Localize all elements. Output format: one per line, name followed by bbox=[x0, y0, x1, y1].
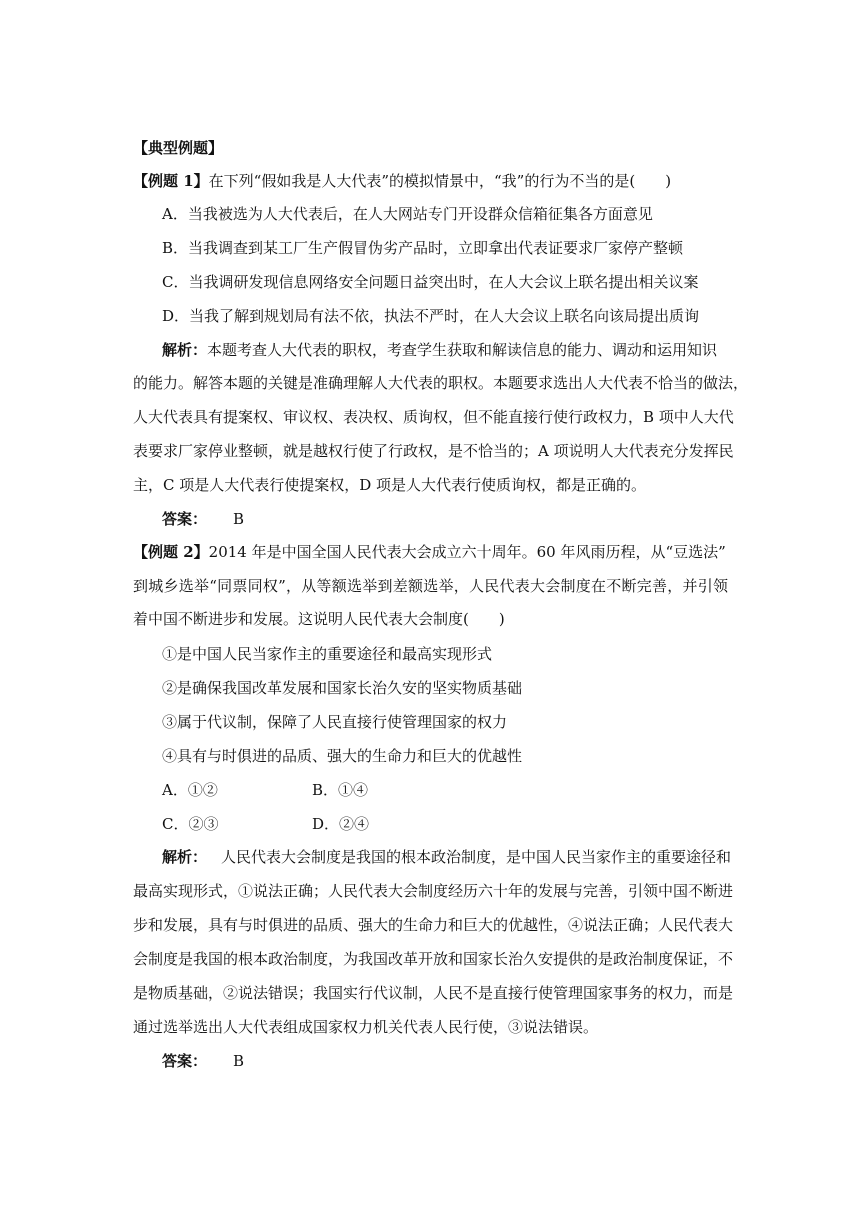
example2-analysis-line-6: 通过选举选出人大代表组成国家权力机关代表人民行使，③说法错误。 bbox=[133, 1018, 599, 1036]
example2-statement-3: ③属于代议制，保障了人民直接行使管理国家的权力 bbox=[162, 713, 508, 731]
example1-analysis-line-4: 表要求厂家停业整顿，就是越权行使了行政权，是不恰当的；A 项说明人大代表充分发挥民 bbox=[133, 442, 734, 460]
example2-statement-4: ④具有与时俱进的品质、强大的生命力和巨大的优越性 bbox=[162, 747, 523, 765]
example2-question-line-1 bbox=[133, 541, 726, 563]
example1-option-b: B．当我调查到某工厂生产假冒伪劣产品时，立即拿出代表证要求厂家停产整顿 bbox=[162, 239, 684, 257]
example1-question: 在下列“假如我是人大代表”的模拟情景中，“我”的行为不当的是( ) bbox=[208, 172, 672, 190]
example1-answer-label: 答案： bbox=[162, 510, 208, 528]
example1-analysis-text-1: 本题考查人大代表的职权，考查学生获取和解读信息的能力、调动和运用知识 bbox=[207, 341, 718, 359]
example2-analysis-line-1 bbox=[162, 846, 731, 868]
example2-question-line-3: 着中国不断进步和发展。这说明人民代表大会制度( ) bbox=[133, 610, 505, 628]
example2-answer bbox=[162, 1050, 244, 1072]
example2-analysis-text-1: 人民代表大会制度是我国的根本政治制度，是中国人民当家作主的重要途径和 bbox=[221, 848, 732, 866]
example2-statement-1: ①是中国人民当家作主的重要途径和最高实现形式 bbox=[162, 645, 493, 663]
example2-option-d: D．②④ bbox=[312, 815, 370, 833]
example1-option-a: A．当我被选为人大代表后，在人大网站专门开设群众信箱征集各方面意见 bbox=[162, 205, 653, 223]
example2-option-b: B．①④ bbox=[312, 781, 369, 799]
example2-analysis-line-2: 最高实现形式，①说法正确；人民代表大会制度经历六十年的发展与完善，引领中国不断进 bbox=[133, 882, 734, 900]
example2-answer-label: 答案： bbox=[162, 1052, 208, 1070]
example1-analysis-line-1 bbox=[162, 339, 717, 361]
example2-statement-2: ②是确保我国改革发展和国家长治久安的坚实物质基础 bbox=[162, 679, 523, 697]
example2-question-text-1: 2014 年是中国全国人民代表大会成立六十周年。60 年风雨历程，从“豆选法” bbox=[208, 543, 726, 561]
example1-analysis-line-2: 的能力。解答本题的关键是准确理解人大代表的职权。本题要求选出人大代表不恰当的做法， bbox=[133, 374, 749, 392]
example1-question-line bbox=[133, 170, 671, 192]
example1-option-c: C．当我调研发现信息网络安全问题日益突出时，在人大会议上联名提出相关议案 bbox=[162, 273, 699, 291]
example1-analysis-line-3: 人大代表具有提案权、审议权、表决权、质询权，但不能直接行使行政权力，B 项中人大代 bbox=[133, 408, 734, 426]
example2-analysis-line-3: 步和发展，具有与时俱进的品质、强大的生命力和巨大的优越性，④说法正确；人民代表大 bbox=[133, 916, 734, 934]
example2-label: 【例题 2】 bbox=[133, 543, 209, 561]
example2-option-c: C．②③ bbox=[162, 815, 219, 833]
example2-analysis-label: 解析： bbox=[162, 848, 208, 866]
example1-answer bbox=[162, 508, 244, 530]
example2-option-a: A．①② bbox=[162, 781, 218, 799]
section-title: 【典型例题】 bbox=[133, 139, 224, 157]
example1-label: 【例题 1】 bbox=[133, 172, 209, 190]
example1-analysis-label: 解析： bbox=[162, 341, 208, 359]
example1-option-d: D．当我了解到规划局有法不依，执法不严时，在人大会议上联名向该局提出质询 bbox=[162, 307, 700, 325]
example2-analysis-line-5: 是物质基础，②说法错误；我国实行代议制，人民不是直接行使管理国家事务的权力，而是 bbox=[133, 984, 734, 1002]
example1-analysis-line-5: 主，C 项是人大代表行使提案权，D 项是人大代表行使质询权，都是正确的。 bbox=[133, 476, 647, 494]
example2-analysis-line-4: 会制度是我国的根本政治制度，为我国改革开放和国家长治久安提供的是政治制度保证，不 bbox=[133, 950, 734, 968]
example2-answer-value: B bbox=[233, 1052, 245, 1070]
example2-question-line-2: 到城乡选举“同票同权”，从等额选举到差额选举，人民代表大会制度在不断完善，并引领 bbox=[133, 577, 728, 595]
example1-answer-value: B bbox=[233, 510, 245, 528]
